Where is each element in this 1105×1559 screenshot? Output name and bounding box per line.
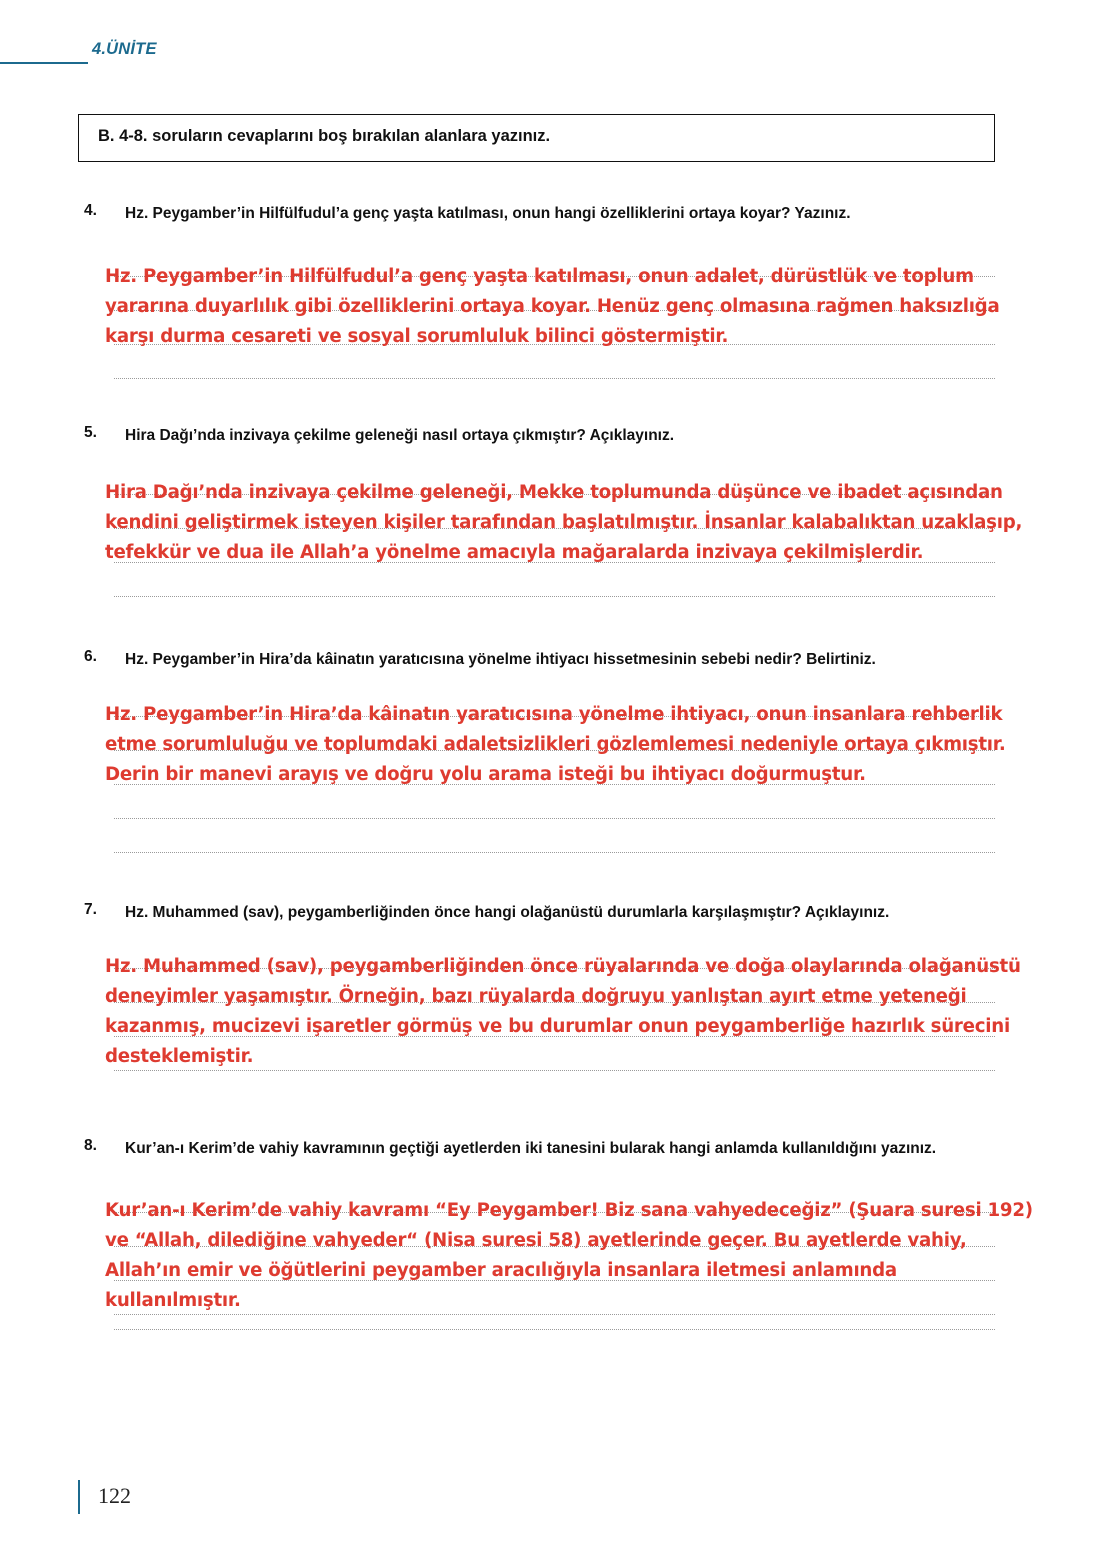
question-prompt: Hz. Muhammed (sav), peygamberliğinden önce hangi olağanüstü durumlarla karşılaşmıştır? Açıklayınız. bbox=[125, 904, 890, 921]
question-number: 8. bbox=[84, 1137, 97, 1154]
unit-label: 4.ÜNİTE bbox=[92, 40, 157, 58]
answer-text-5[interactable]: Hira Dağı’nda inzivaya çekilme geleneği, Mekke toplumunda düşünce ve ibadet açısından kendini geliştirmek isteyen kişiler tarafından başlatılmıştır. İnsanlar kalabalıktan uzaklaşıp, tefekkür ve dua ile Allah’a yönelme amacıyla mağaralarda inzivaya çekilmişlerdir. bbox=[105, 482, 1023, 563]
footer-rule bbox=[78, 1480, 80, 1514]
question-number: 6. bbox=[84, 648, 97, 665]
answer-line[interactable] bbox=[114, 596, 995, 597]
answer-line[interactable] bbox=[114, 818, 995, 819]
answer-text-7[interactable]: Hz. Muhammed (sav), peygamberliğinden önce rüyalarında ve doğa olaylarında olağanüstü deneyimler yaşamıştır. Örneğin, bazı rüyalarda doğruyu yanlıştan ayırt etme yeteneği kazanmış, mucizevi işaretler görmüş ve bu durumlar onun peygamberliğe hazırlık sürecini desteklemiştir. bbox=[105, 956, 1021, 1067]
answer-text-8[interactable]: Kur’an-ı Kerim’de vahiy kavramı “Ey Peygamber! Biz sana vahyedeceğiz” (Şuara suresi 192) ve “Allah, dilediğine vahyeder“ (Nisa suresi 58) ayetlerinde geçer. Bu ayetlerde vahiy, Allah’ın emir ve öğütlerini peygamber aracılığıyla insanlara iletmesi anlamında kullanılmıştır. bbox=[105, 1200, 1033, 1311]
answer-line[interactable] bbox=[114, 852, 995, 853]
question-number: 7. bbox=[84, 901, 97, 918]
answer-text-4[interactable]: Hz. Peygamber’in Hilfülfudul’a genç yaşta katılması, onun adalet, dürüstlük ve toplum yararına duyarlılık gibi özelliklerini ortaya koyar. Henüz genç olmasına rağmen haksızlığa karşı durma cesareti ve sosyal sorumluluk bilinci göstermiştir. bbox=[105, 266, 1000, 347]
answer-line[interactable] bbox=[114, 378, 995, 379]
question-number: 5. bbox=[84, 424, 97, 441]
question-prompt: Hz. Peygamber’in Hilfülfudul’a genç yaşta katılması, onun hangi özelliklerini ortaya koyar? Yazınız. bbox=[125, 205, 851, 222]
question-number: 4. bbox=[84, 202, 97, 219]
header-rule bbox=[0, 62, 88, 64]
question-prompt: Hira Dağı’nda inzivaya çekilme geleneği nasıl ortaya çıkmıştır? Açıklayınız. bbox=[125, 427, 675, 444]
page-number: 122 bbox=[98, 1483, 131, 1508]
instruction-box bbox=[78, 114, 995, 162]
answer-text-6[interactable]: Hz. Peygamber’in Hira’da kâinatın yaratıcısına yönelme ihtiyacı, onun insanlara rehberlik etme sorumluluğu ve toplumdaki adaletsizlikleri gözlemlemesi nedeniyle ortaya çıkmıştır. Derin bir manevi arayış ve doğru yolu arama isteği bu ihtiyacı doğurmuştur. bbox=[105, 704, 1006, 785]
question-prompt: Hz. Peygamber’in Hira’da kâinatın yaratıcısına yönelme ihtiyacı hissetmesinin sebebi nedir? Belirtiniz. bbox=[125, 651, 876, 668]
instruction-text: B. 4-8. soruların cevaplarını boş bırakılan alanlara yazınız. bbox=[98, 127, 551, 145]
page-header bbox=[0, 40, 1105, 74]
answer-line[interactable] bbox=[114, 1329, 995, 1330]
question-prompt: Kur’an-ı Kerim’de vahiy kavramının geçtiği ayetlerden iki tanesini bularak hangi anlamda kullanıldığını yazınız. bbox=[125, 1140, 937, 1157]
